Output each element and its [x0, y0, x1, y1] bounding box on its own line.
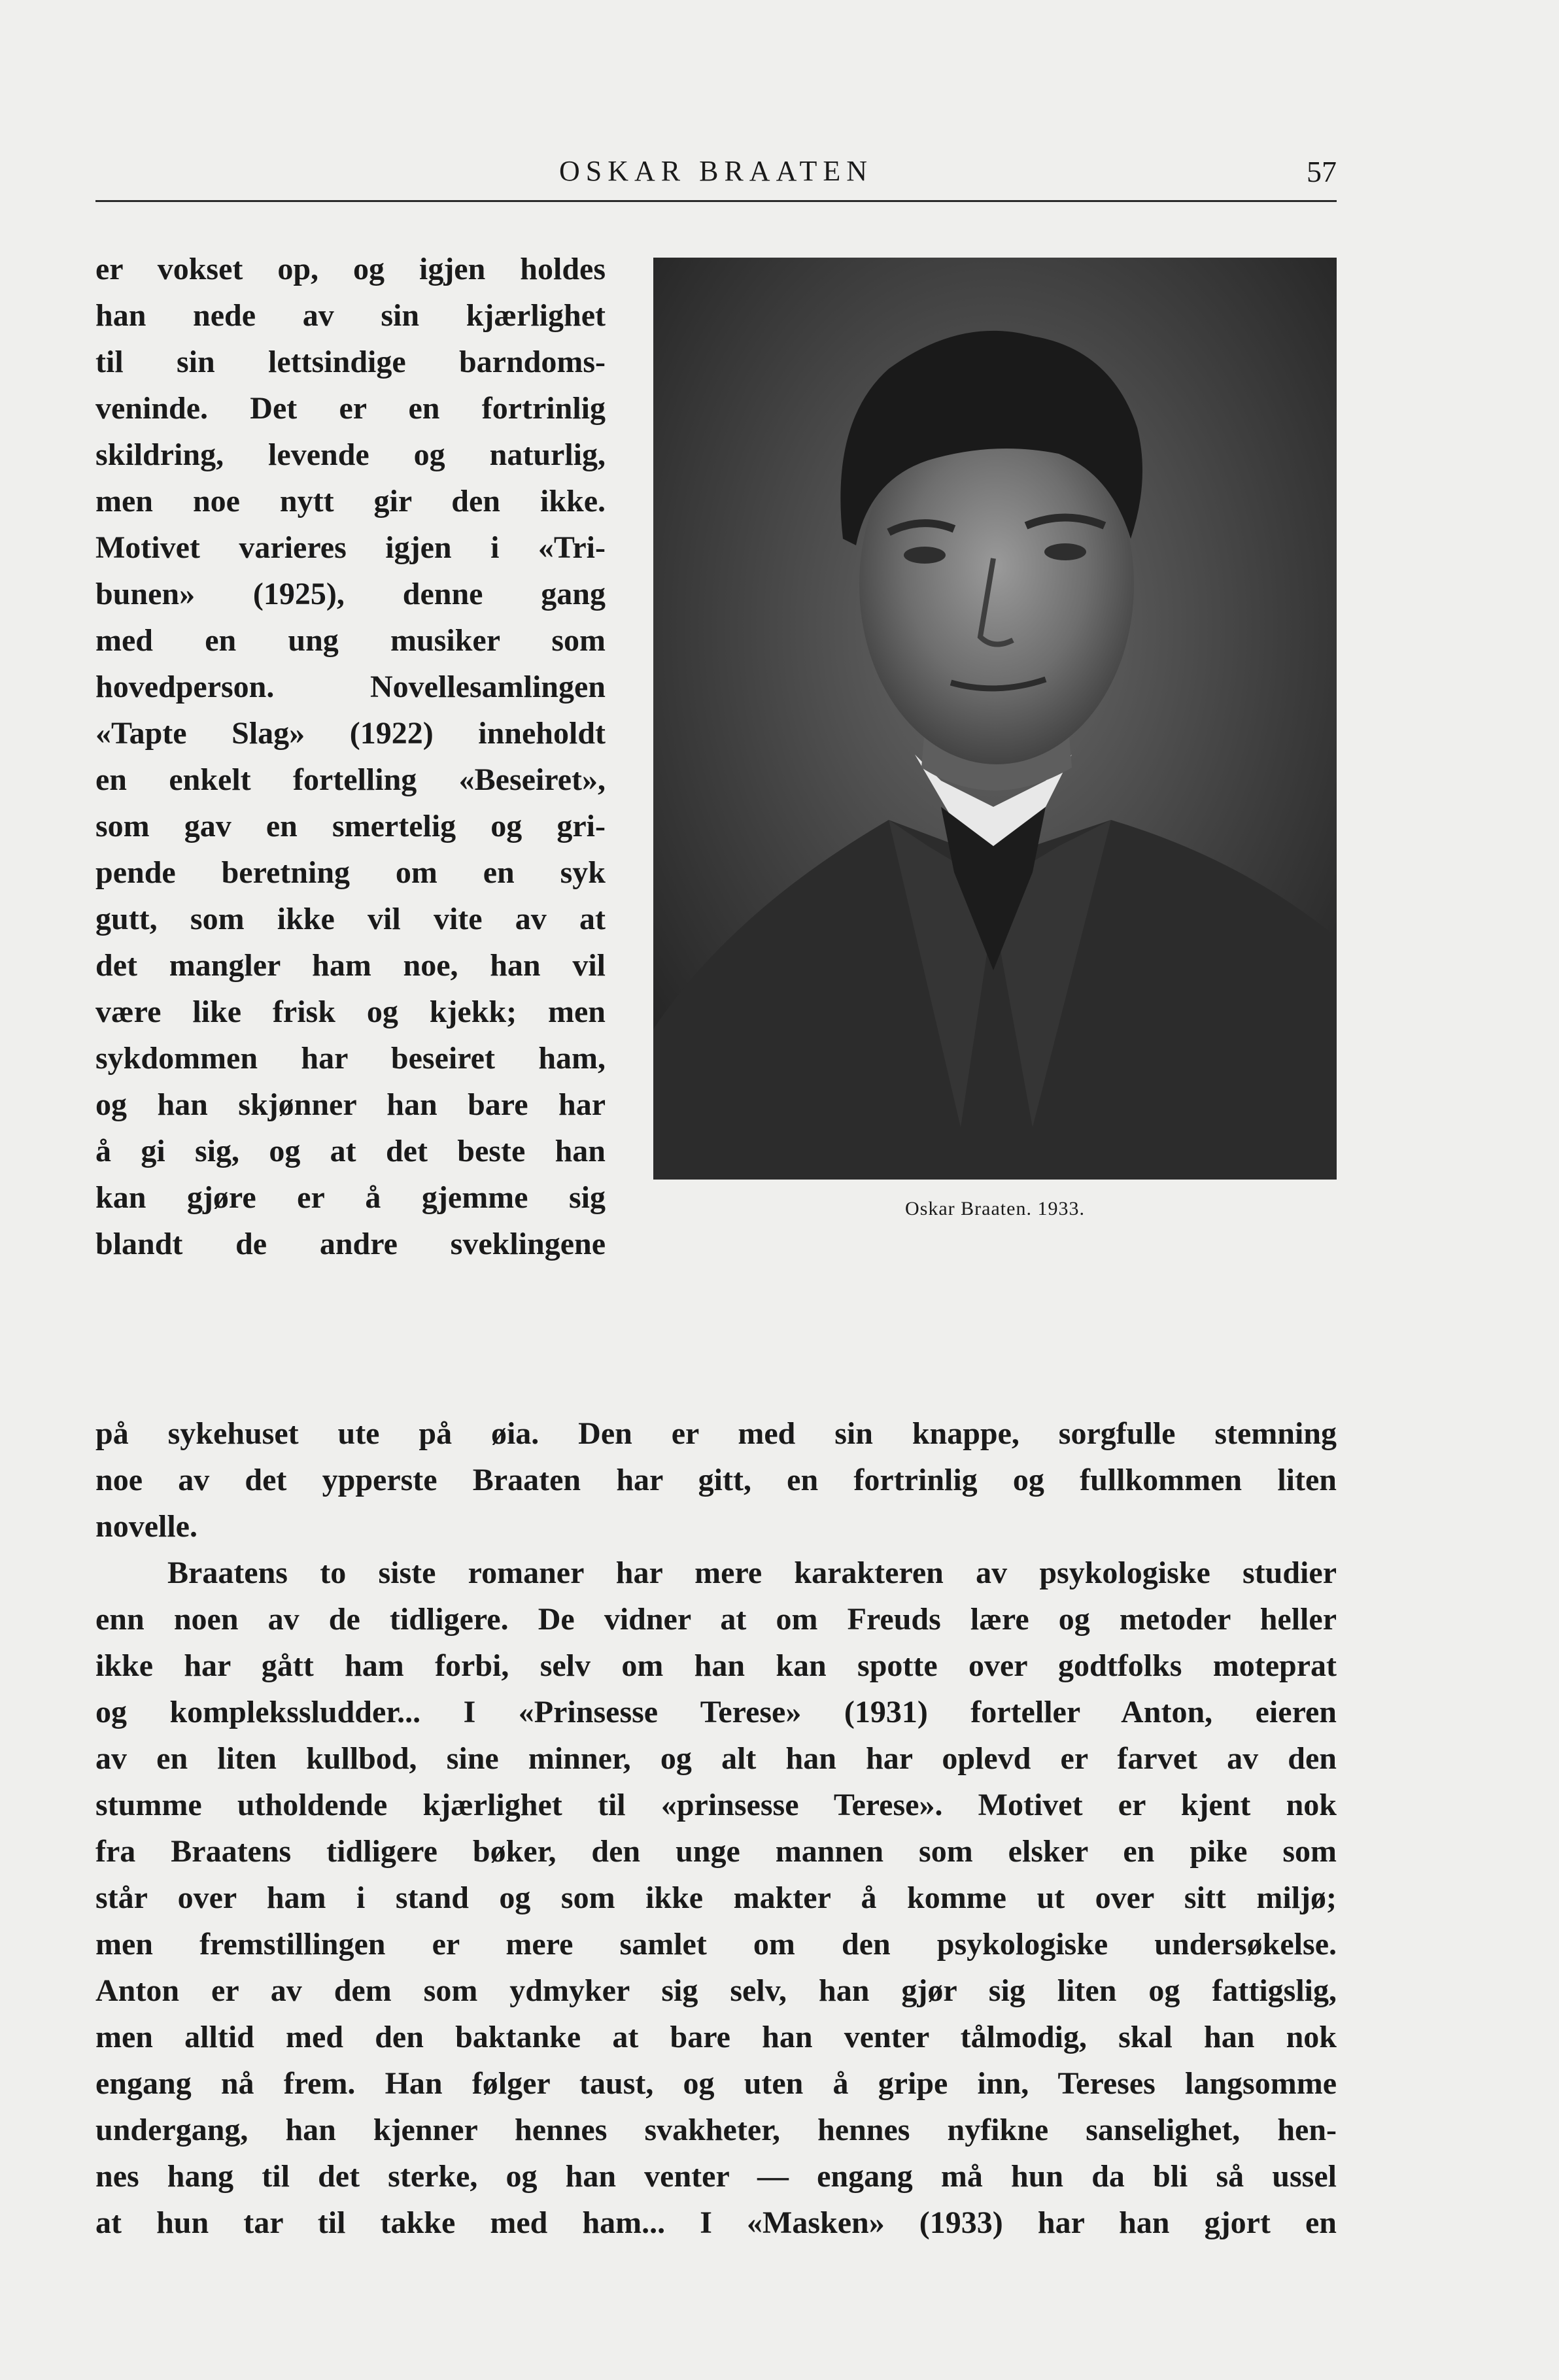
text-line: stumme utholdende kjærlighet til «prinsesse Terese». Motivet er kjent nok: [95, 1788, 1337, 1822]
text-line: han nede av sin kjærlighet: [95, 298, 606, 333]
text-line: kan gjøre er å gjemme sig: [95, 1180, 606, 1215]
text-line: ikke har gått ham forbi, selv om han kan spotte over godtfolks moteprat: [95, 1648, 1337, 1683]
full-width-text: [95, 1410, 1337, 2246]
text-line: men fremstillingen er mere samlet om den psykologiske undersøkelse.: [95, 1927, 1337, 1962]
text-line: men alltid med den baktanke at bare han venter tålmodig, skal han nok: [95, 2020, 1337, 2054]
text-line: engang nå frem. Han følger taust, og uten å gripe inn, Tereses langsomme: [95, 2066, 1337, 2101]
text-line: Braatens to siste romaner har mere karakteren av psykologiske studier: [167, 1556, 1337, 1590]
text-line: Anton er av dem som ydmyker sig selv, han gjør sig liten og fattigslig,: [95, 1973, 1337, 2008]
text-line: nes hang til det sterke, og han venter — engang må hun da bli så ussel: [95, 2159, 1337, 2194]
text-line: å gi sig, og at det beste han: [95, 1134, 606, 1168]
text-line: som gav en smertelig og gri-: [95, 809, 606, 843]
text-line: sykdommen har beseiret ham,: [95, 1041, 606, 1076]
page-number: 57: [1307, 155, 1337, 188]
text-line: bunen» (1925), denne gang: [95, 577, 606, 611]
paragraph-2: [95, 1550, 1337, 2246]
running-head: [95, 154, 1337, 202]
text-line: på sykehuset ute på øia. Den er med sin knappe, sorgfulle stemning: [95, 1416, 1337, 1451]
text-line: av en liten kullbod, sine minner, og alt han har oplevd er farvet av den: [95, 1741, 1337, 1776]
text-line: være like frisk og kjekk; men: [95, 994, 606, 1029]
book-page: [95, 154, 1337, 2312]
text-line: til sin lettsindige barndoms-: [95, 345, 606, 379]
text-line: noe av det ypperste Braaten har gitt, en fortrinlig og fullkommen liten: [95, 1463, 1337, 1497]
text-line: at hun tar til takke med ham... I «Masken» (1933) har han gjort en: [95, 2205, 1337, 2240]
paragraph-1: [95, 1410, 1337, 1550]
figure-caption: Oskar Braaten. 1933.: [905, 1198, 1085, 1219]
text-line: Motivet varieres igjen i «Tri-: [95, 530, 606, 565]
portrait-illustration: [653, 258, 1337, 1180]
text-line: «Tapte Slag» (1922) inneholdt: [95, 716, 606, 751]
text-line: hovedperson. Novellesamlingen: [95, 670, 606, 704]
text-line: og han skjønner han bare har: [95, 1087, 606, 1122]
wrapped-column-text: [95, 246, 606, 1267]
text-line: med en ung musiker som: [95, 623, 606, 658]
text-line: gutt, som ikke vil vite av at: [95, 902, 606, 936]
text-line: er vokset op, og igjen holdes: [95, 252, 606, 286]
text-line: enn noen av de tidligere. De vidner at om Freuds lære og metoder heller: [95, 1602, 1337, 1637]
running-title: OSKAR BRAATEN: [558, 155, 874, 187]
text-line: undergang, han kjenner hennes svakheter, hennes nyfikne sanselighet, hen-: [95, 2113, 1337, 2147]
text-line: men noe nytt gir den ikke.: [95, 484, 606, 518]
text-line: novelle.: [95, 1509, 197, 1544]
text-line: står over ham i stand og som ikke makter å komme ut over sitt miljø;: [95, 1880, 1337, 1915]
text-line: og komplekssludder... I «Prinsesse Terese» (1931) forteller Anton, eieren: [95, 1695, 1337, 1729]
text-line: blandt de andre sveklingene: [95, 1227, 606, 1261]
portrait-photo: [653, 258, 1337, 1180]
portrait-figure: [653, 258, 1337, 1219]
text-line: pende beretning om en syk: [95, 855, 606, 890]
text-line: det mangler ham noe, han vil: [95, 948, 606, 983]
text-line: en enkelt fortelling «Beseiret»,: [95, 762, 606, 797]
text-line: veninde. Det er en fortrinlig: [95, 391, 606, 426]
text-line: fra Braatens tidligere bøker, den unge mannen som elsker en pike som: [95, 1834, 1337, 1869]
text-line: skildring, levende og naturlig,: [95, 437, 606, 472]
